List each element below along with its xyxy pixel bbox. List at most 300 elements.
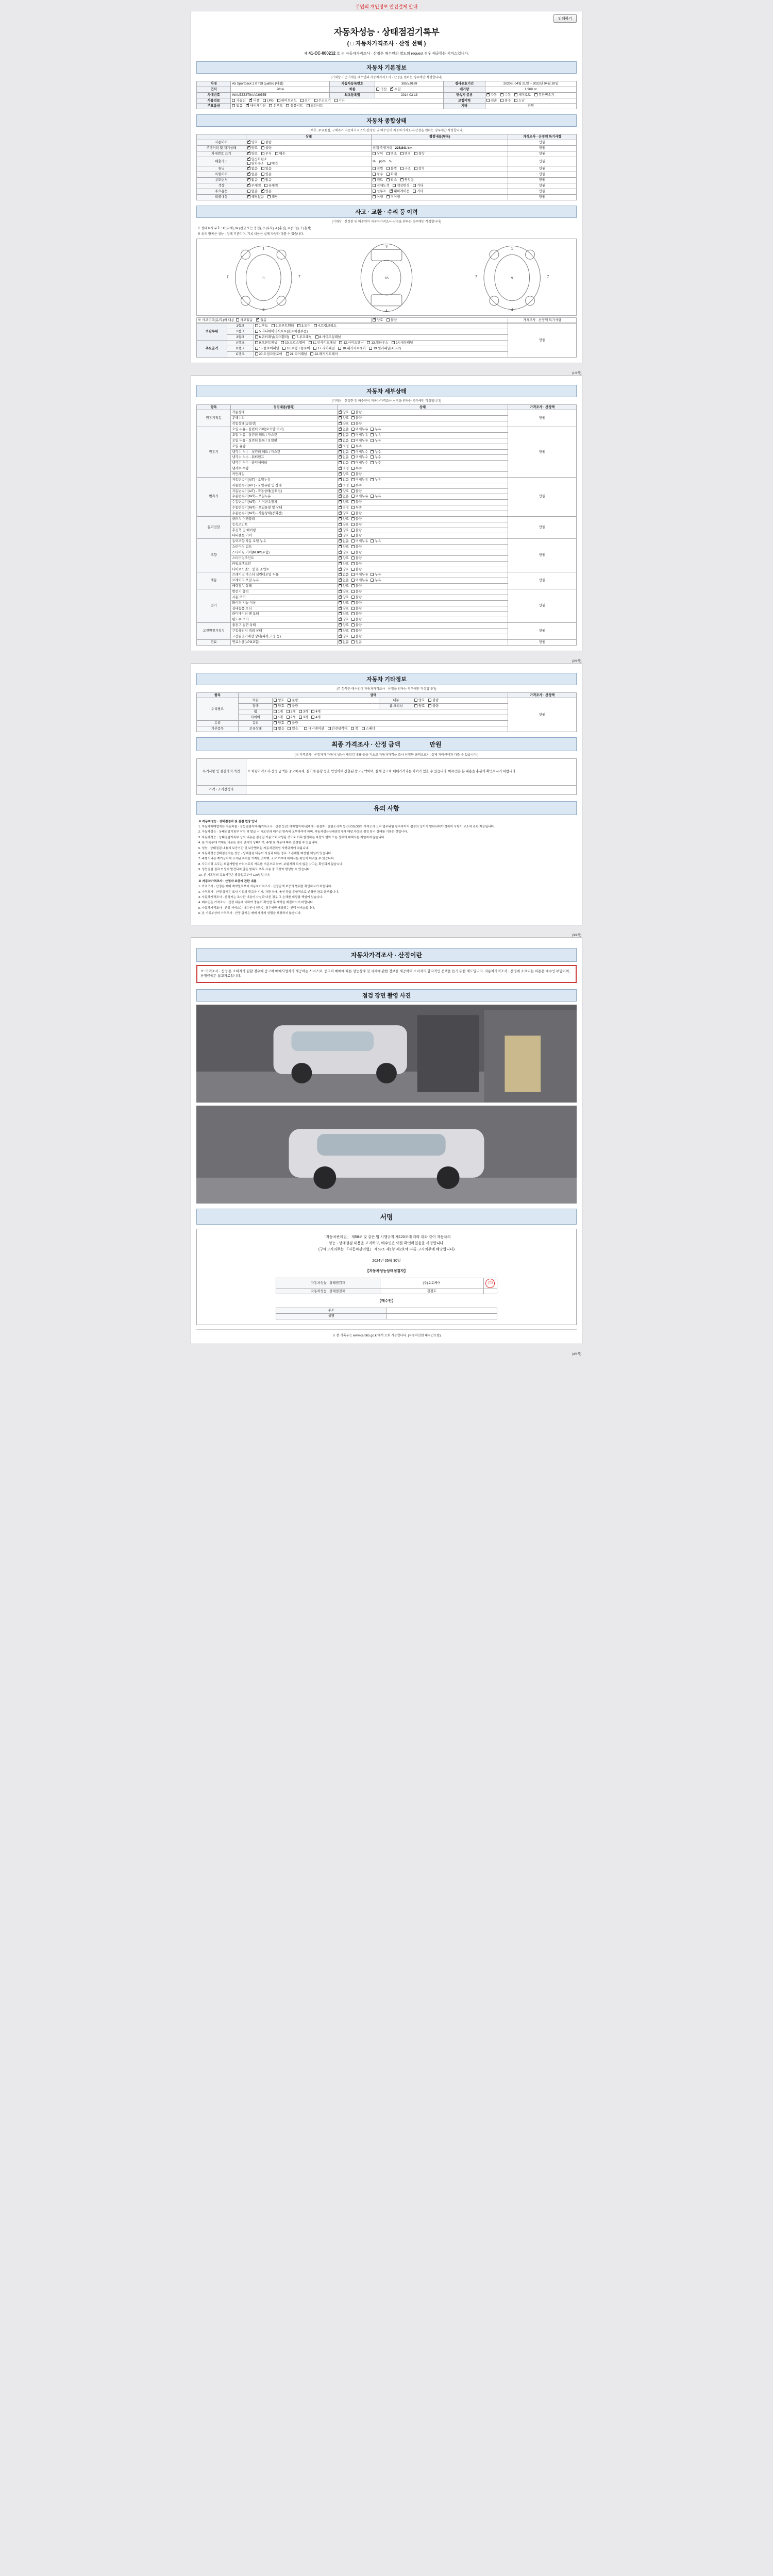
checkbox-basic-yes[interactable] (288, 727, 291, 730)
checkbox-f13-wheelhouse[interactable] (367, 341, 370, 344)
checkbox-0-0-0[interactable] (339, 411, 342, 414)
checkbox-mainopt-sunroof[interactable] (373, 190, 376, 193)
sign-row-label-1: 자동차성능 · 상태점검자 (276, 1289, 380, 1294)
checkbox-5-0-1[interactable] (351, 573, 355, 576)
checkbox-ext-good[interactable] (274, 699, 277, 702)
other-value-polish: 양호 불량 (273, 704, 379, 709)
notice-item-0-6: 7. 주행거리는 계기장치에 표시된 수치를 기재한 것이며, 조작 여부에 대해서는 확인이 어려울 수 있습니다. (198, 857, 335, 861)
rank2-items: 5.라디에이터서포트(볼트체결부품) (254, 329, 508, 335)
checkbox-2-6-0[interactable] (339, 512, 342, 515)
checkbox-2-3-2[interactable] (371, 495, 374, 498)
overall-row-check-6: 렌트 리스 영업용 (372, 178, 508, 183)
value-other: 만원 (485, 104, 577, 109)
sign-row-value-0: (주)오토케어 (380, 1278, 483, 1289)
checkbox-4-1-0[interactable] (339, 545, 342, 548)
checkbox-mileage-good[interactable] (247, 146, 250, 149)
notice-body (196, 815, 577, 920)
checkbox-f17-rearpanel[interactable] (313, 347, 316, 350)
checkbox-fuel-hybrid[interactable] (277, 99, 280, 102)
checkbox-2-2-0[interactable] (339, 489, 342, 493)
checkbox-vin-diff[interactable] (373, 152, 376, 155)
checkbox-1-8-0[interactable] (339, 472, 342, 476)
checkbox-2-0-0[interactable] (339, 478, 342, 481)
checkbox-2-0-2[interactable] (371, 478, 374, 481)
accident-legend-extra: ✔ 양호 불량 (372, 317, 508, 323)
checkbox-fuel-lpg[interactable] (263, 99, 266, 102)
checkbox-5-2-0[interactable] (339, 584, 342, 587)
detail-item-state: ✔ 없음 미세누유 누유 (337, 578, 508, 584)
checkbox-7-2-0[interactable] (339, 635, 342, 638)
checkbox-0-2-0[interactable] (339, 422, 342, 425)
checkbox-p2-frontfender[interactable] (272, 324, 275, 327)
checkbox-6-2-0[interactable] (339, 601, 342, 604)
panel-rank-note: 만원 (508, 324, 577, 357)
checkbox-clean-good[interactable] (414, 704, 417, 707)
value-transmission: ✔ 자동 수동 세미오토 무단변속기 (485, 92, 577, 98)
overall-row-check-4: 적법 불법 구조 장치 (372, 166, 508, 172)
checkbox-legend-bad[interactable] (386, 318, 390, 321)
checkbox-use-none[interactable] (247, 178, 250, 181)
other-label-exterior: 외판 (239, 698, 273, 704)
guide-warning: ※ '가격조사 · 산정'은 소비자가 원할 경우에 중고차 매매사업자가 제공하는 서비스로, 중고차 매매에 따른 성능상태 및 시세에 관한 정보를 제공하여 소비자의 합리적인 선택을 돕기 위한 제도입니다. 자동차가격조사 · 산정에 소요되는 비용은 매수인 부담이며, 산정금액은 참고자료입니다. (196, 965, 577, 984)
checkbox-mainopt-etc[interactable] (413, 190, 416, 193)
checkbox-3-1-0[interactable] (339, 523, 342, 526)
checkbox-2-3-1[interactable] (351, 495, 355, 498)
price-opinion-label: 특기사항 및 점검자의 의견 (197, 758, 246, 785)
checkbox-4-0-1[interactable] (351, 539, 355, 543)
checkbox-2-4-1[interactable] (351, 500, 355, 503)
checkbox-p7-roofpanel[interactable] (292, 335, 295, 338)
detail-group-2: 변속기 (197, 477, 231, 516)
checkbox-clean-bad[interactable] (428, 704, 431, 707)
checkbox-p6-quarterpanel[interactable] (255, 335, 258, 338)
checkbox-1-3-0[interactable] (339, 445, 342, 448)
checkbox-5-0-2[interactable] (371, 573, 374, 576)
detail-item-state: ✔ 없음 미세누유 누유 (337, 432, 508, 438)
privacy-notice-link[interactable]: 주민의 개인정보 안전결제 안내 (355, 4, 418, 9)
checkbox-3-2-1[interactable] (351, 529, 355, 532)
buyer-row-value-1[interactable] (386, 1314, 497, 1319)
checkbox-5-1-2[interactable] (371, 579, 374, 582)
overall-row-check-7: 전체도색 색상변경 기타 (372, 183, 508, 189)
detail-group-note-6: 만원 (508, 589, 577, 622)
checkbox-6-1-0[interactable] (339, 596, 342, 599)
checkbox-trans-manual[interactable] (500, 93, 503, 96)
checkbox-4-1-1[interactable] (351, 545, 355, 548)
checkbox-glass-bad[interactable] (288, 721, 291, 724)
checkbox-3-2-0[interactable] (339, 529, 342, 532)
checkbox-basic-none[interactable] (274, 727, 277, 730)
checkbox-vin-good[interactable] (247, 152, 250, 155)
detail-item-label: 냉각수 수량 (231, 466, 337, 472)
checkbox-1-4-2[interactable] (371, 450, 374, 453)
checkbox-tire-4[interactable] (311, 716, 314, 719)
checkbox-glass-good[interactable] (274, 721, 277, 724)
checkbox-f18-packagetray[interactable] (338, 347, 341, 350)
other-label-cleaning: 룸 크리닝 (379, 704, 413, 709)
checkbox-opt-navi[interactable] (246, 104, 249, 107)
sign-buyer-label: 【매수인】 (377, 1299, 396, 1303)
checkbox-8-0-0[interactable] (339, 640, 342, 643)
checkbox-polish-good[interactable] (274, 704, 277, 707)
checkbox-1-5-2[interactable] (371, 455, 374, 459)
detail-item-state: ✔ 양호 불량 (337, 567, 508, 572)
checkbox-emission-hc[interactable] (247, 162, 250, 165)
checkbox-4-4-1[interactable] (351, 562, 355, 565)
detail-item-state: ✔ 양호 불량 (337, 595, 508, 600)
checkbox-usage-good[interactable] (247, 141, 250, 144)
value-car-type: 국산 ✔ 수입 (375, 87, 444, 92)
checkbox-4-2-1[interactable] (351, 551, 355, 554)
overall-row-note-9: 만원 (508, 194, 577, 200)
detail-item-label: 오일 누유 - 실린더 헤드 / 가스켓 (231, 432, 337, 438)
checkbox-p8-sidesill[interactable] (315, 335, 318, 338)
checkbox-color-repaint[interactable] (373, 184, 376, 187)
checkbox-mainopt-navi[interactable] (390, 190, 393, 193)
checkbox-6-5-1[interactable] (351, 618, 355, 621)
page-mark-1: (1/4쪽) (572, 371, 581, 375)
checkbox-tire-3[interactable] (299, 716, 302, 719)
table-row (197, 427, 577, 433)
checkbox-6-0-1[interactable] (351, 590, 355, 593)
checkbox-trans-semi[interactable] (514, 93, 517, 96)
checkbox-special-yes[interactable] (261, 173, 264, 176)
checkbox-1-7-0[interactable] (339, 467, 342, 470)
detail-group-4: 조향 (197, 539, 231, 572)
checkbox-4-5-1[interactable] (351, 568, 355, 571)
checkbox-color-etc[interactable] (413, 184, 416, 187)
detail-item-label: 추진축 및 베어링 (231, 528, 337, 533)
detail-group-note-8: 만원 (508, 639, 577, 645)
checkbox-accident-no[interactable] (256, 318, 259, 321)
checkbox-1-5-1[interactable] (351, 455, 355, 459)
checkbox-1-8-1[interactable] (351, 472, 355, 476)
checkbox-2-2-1[interactable] (351, 489, 355, 493)
overall-row-state-2: ✔ 양호 부식 훼손 (246, 151, 371, 157)
sign-title: 서명 (196, 1209, 577, 1225)
overall-row-label-4: 튜닝 (197, 166, 246, 172)
checkbox-1-4-0[interactable] (339, 450, 342, 453)
checkbox-recall-na[interactable] (247, 195, 250, 198)
checkbox-ins-flood[interactable] (500, 99, 503, 102)
checkbox-cartype-import[interactable] (390, 88, 393, 91)
checkbox-4-3-1[interactable] (351, 556, 355, 560)
checkbox-8-0-1[interactable] (351, 640, 355, 643)
checkbox-special-none[interactable] (247, 173, 250, 176)
checkbox-opt-none[interactable] (232, 104, 235, 107)
detail-item-label: 자동변속기(A/T) - 작동상태(공회전) (231, 488, 337, 494)
detail-item-state: ✔ 적정 부족 (337, 505, 508, 511)
checkbox-int-bad[interactable] (428, 699, 431, 702)
checkbox-f12-sidemember[interactable] (339, 341, 342, 344)
checkbox-4-2-0[interactable] (339, 551, 342, 554)
checkbox-0-1-0[interactable] (339, 416, 342, 419)
detail-item-label: 배력장치 상태 (231, 584, 337, 589)
checkbox-use-rent[interactable] (373, 178, 376, 181)
other-col-state: 상태 (239, 692, 508, 698)
checkbox-f10-crossmember[interactable] (281, 341, 284, 344)
checkbox-wheel-2[interactable] (287, 710, 290, 713)
detail-item-state: ✔ 양호 불량 (337, 600, 508, 606)
buyer-row-value-0[interactable] (386, 1308, 497, 1314)
notice-item-0-5: 6. 자동차성능상태점검자는 성능 · 상태점검 내용이 사실과 다른 경우 그 손해를 배상할 책임이 있습니다. (198, 852, 332, 855)
checkbox-1-6-2[interactable] (371, 461, 374, 464)
checkbox-recall-yes[interactable] (267, 195, 271, 198)
overall-row-note-0: 만원 (508, 140, 577, 146)
checkbox-1-0-1[interactable] (351, 428, 355, 431)
section-detail-title: 자동차 세부상태 (196, 385, 577, 397)
checkbox-tuning-device[interactable] (414, 167, 417, 170)
checkbox-1-6-1[interactable] (351, 461, 355, 464)
checkbox-0-0-1[interactable] (351, 411, 355, 414)
checkbox-1-1-1[interactable] (351, 433, 355, 436)
checkbox-4-3-0[interactable] (339, 556, 342, 560)
checkbox-p1-hood[interactable] (255, 324, 258, 327)
checkbox-3-1-1[interactable] (351, 523, 355, 526)
checkbox-7-1-0[interactable] (339, 629, 342, 632)
checkbox-1-5-0[interactable] (339, 455, 342, 459)
car-damage-diagram[interactable] (196, 239, 577, 316)
detail-item-state: ✔ 적정 부족 (337, 483, 508, 488)
checkbox-opt-vent[interactable] (286, 104, 289, 107)
checkbox-f14-dashpanel[interactable] (392, 341, 395, 344)
svg-text:7: 7 (547, 275, 549, 279)
checkbox-1-2-2[interactable] (371, 439, 374, 442)
checkbox-1-1-2[interactable] (371, 433, 374, 436)
checkbox-1-7-1[interactable] (351, 467, 355, 470)
checkbox-2-6-1[interactable] (351, 512, 355, 515)
checkbox-7-0-0[interactable] (339, 623, 342, 626)
checkbox-vin-changed[interactable] (400, 152, 404, 155)
checkbox-5-0-0[interactable] (339, 573, 342, 576)
checkbox-2-4-0[interactable] (339, 500, 342, 503)
checkbox-mileage-bad[interactable] (261, 146, 264, 149)
sign-table (276, 1278, 497, 1295)
checkbox-5-1-0[interactable] (339, 579, 342, 582)
other-label-polish: 광택 (239, 704, 273, 709)
overall-row-check-0 (372, 140, 508, 146)
notice-item-1-3: 4. 매수인은 가격조사 · 산정 내용에 대하여 충분히 확인한 후 계약을 체결하시기 바랍니다. (198, 901, 314, 905)
checkbox-3-3-1[interactable] (351, 534, 355, 537)
checkbox-use-lease[interactable] (386, 178, 390, 181)
checkbox-3-0-1[interactable] (351, 517, 355, 520)
checkbox-p4-trunklid[interactable] (314, 324, 317, 327)
print-button[interactable]: 인쇄하기 (553, 14, 577, 23)
other-note-value: 만원 (508, 698, 577, 732)
checkbox-6-2-1[interactable] (351, 601, 355, 604)
accident-legend-table (196, 317, 577, 324)
checkbox-fuel-diesel[interactable] (249, 99, 252, 102)
checkbox-1-1-0[interactable] (339, 433, 342, 436)
overall-row-state-0: ✔ 양호 불량 (246, 140, 371, 146)
checkbox-f21-rearpanel[interactable] (286, 352, 289, 355)
checkbox-ext-bad[interactable] (288, 699, 291, 702)
label-frame: 주요골격 (197, 341, 227, 358)
inspection-photo-1 (196, 1005, 577, 1103)
checkbox-vin-damage[interactable] (275, 152, 278, 155)
checkbox-f16-trunkfloor[interactable] (282, 347, 285, 350)
checkbox-5-2-1[interactable] (351, 584, 355, 587)
checkbox-wheel-3[interactable] (299, 710, 302, 713)
checkbox-1-4-1[interactable] (351, 450, 355, 453)
checkbox-1-6-0[interactable] (339, 461, 342, 464)
checkbox-4-4-0[interactable] (339, 562, 342, 565)
checkbox-3-0-0[interactable] (339, 517, 342, 520)
checkbox-color-change[interactable] (393, 184, 396, 187)
checkbox-use-yes[interactable] (261, 178, 264, 181)
checkbox-int-good[interactable] (414, 699, 417, 702)
section-basic-note: (기재상 기준기재일 매수인의 자동차가격조사 · 산정을 원하는 경우에만 작성합니다) (330, 76, 443, 79)
checkbox-f11-insidepanel[interactable] (309, 341, 312, 344)
page-2 (191, 375, 582, 651)
checkbox-fuel-gasoline[interactable] (232, 99, 235, 102)
checkbox-tuning-yes[interactable] (261, 167, 264, 170)
detail-item-state: ✔ 양호 불량 (337, 550, 508, 555)
checkbox-vin-corrosion[interactable] (261, 152, 264, 155)
checkbox-emission-smoke[interactable] (267, 162, 271, 165)
checkbox-vin-missing[interactable] (414, 152, 417, 155)
notice-heading-0: ※ 자동차성능 · 상태점검자 및 점검 현장 안내 (198, 820, 258, 823)
checkbox-special-flood[interactable] (373, 173, 376, 176)
checkbox-0-1-1[interactable] (351, 416, 355, 419)
page-1 (191, 11, 582, 363)
checkbox-3-3-0[interactable] (339, 534, 342, 537)
other-value-tire: 1개 2개 3개 4개 (273, 715, 508, 721)
checkbox-cartype-domestic[interactable] (376, 88, 379, 91)
checkbox-color-chromatic[interactable] (264, 184, 267, 187)
checkbox-tire-1[interactable] (274, 716, 277, 719)
checkbox-4-0-0[interactable] (339, 539, 342, 543)
checkbox-f22-packagetray[interactable] (310, 352, 313, 355)
label-year: 연식 (197, 87, 231, 92)
checkbox-polish-bad[interactable] (288, 704, 291, 707)
checkbox-1-2-0[interactable] (339, 439, 342, 442)
detail-col-note: 가격조사 · 산정액 (508, 404, 577, 410)
detail-item-state: ✔ 양호 불량 (337, 623, 508, 629)
other-label-wheel: 휠 (239, 709, 273, 715)
checkbox-2-1-1[interactable] (351, 484, 355, 487)
checkbox-color-achromatic[interactable] (247, 184, 250, 187)
checkbox-6-3-1[interactable] (351, 607, 355, 610)
checkbox-mainopt-yes[interactable] (261, 190, 264, 193)
checkbox-7-0-1[interactable] (351, 623, 355, 626)
checkbox-2-5-1[interactable] (351, 506, 355, 509)
detail-item-label: 자동변속기(A/T) - 오일유량 및 상태 (231, 483, 337, 488)
checkbox-tuning-illegal[interactable] (386, 167, 390, 170)
checkbox-tuning-none[interactable] (247, 167, 250, 170)
overall-col-price: 가격조사 · 산정액 특기사항 (508, 134, 577, 140)
checkbox-vin-forged[interactable] (386, 152, 390, 155)
checkbox-opt-heat[interactable] (307, 104, 310, 107)
checkbox-tuning-structure[interactable] (400, 167, 404, 170)
checkbox-recall-done[interactable] (373, 195, 376, 198)
overall-row-state-9: ✔ 해당없음 해당 (246, 194, 371, 200)
checkbox-usage-bad[interactable] (261, 141, 264, 144)
checkbox-ins-theft[interactable] (514, 99, 517, 102)
detail-item-state: ✔ 없음 미세누유 누유 (337, 477, 508, 483)
checkbox-f15-floorpanel[interactable] (255, 347, 258, 350)
detail-item-state: ✔ 없음 미세누수 누수 (337, 461, 508, 466)
checkbox-tire-2[interactable] (287, 716, 290, 719)
checkbox-basic-jack[interactable] (351, 727, 354, 730)
checkbox-accident-yes[interactable] (236, 318, 239, 321)
checkbox-wheel-4[interactable] (311, 710, 314, 713)
checkbox-emission-co[interactable] (247, 158, 250, 161)
checkbox-ins-total[interactable] (486, 99, 490, 102)
checkbox-6-4-1[interactable] (351, 612, 355, 615)
checkbox-2-0-1[interactable] (351, 478, 355, 481)
checkbox-basic-spanner[interactable] (362, 727, 365, 730)
checkbox-2-1-0[interactable] (339, 484, 342, 487)
checkbox-5-1-1[interactable] (351, 579, 355, 582)
detail-item-label: 발전기 출력 (231, 589, 337, 595)
checkbox-2-3-0[interactable] (339, 495, 342, 498)
checkbox-f9-frontpanel[interactable] (255, 341, 258, 344)
other-value-glass: 양호 불량 (273, 720, 508, 726)
checkbox-p3-door[interactable] (297, 324, 300, 327)
checkbox-legend-good[interactable] (373, 318, 376, 321)
overall-col-blank (197, 134, 246, 140)
checkbox-recall-notdone[interactable] (386, 195, 390, 198)
checkbox-6-5-0[interactable] (339, 618, 342, 621)
svg-text:1: 1 (262, 246, 265, 250)
checkbox-1-0-2[interactable] (371, 428, 374, 431)
value-class: 2020년 04월 21일 ~ 2022년 04월 20일 (485, 81, 577, 87)
checkbox-0-2-1[interactable] (351, 422, 355, 425)
checkbox-fuel-ev[interactable] (300, 99, 304, 102)
checkbox-1-0-0[interactable] (339, 428, 342, 431)
checkbox-special-fire[interactable] (386, 173, 390, 176)
detail-item-state: ✔ 양호 불량 (337, 516, 508, 522)
checkbox-1-3-1[interactable] (351, 445, 355, 448)
checkbox-6-3-0[interactable] (339, 607, 342, 610)
checkbox-4-0-2[interactable] (371, 539, 374, 543)
notice-item-0-7: 8. 사고이력 유무는 보험개발원 카히스토리 자료를 기준으로 하며, 보험처리 되지 않은 사고는 확인되지 않습니다. (198, 862, 343, 866)
checkbox-7-2-1[interactable] (351, 635, 355, 638)
checkbox-tuning-legal[interactable] (373, 167, 376, 170)
checkbox-use-business[interactable] (400, 178, 404, 181)
photo-2-svg (196, 1106, 577, 1204)
overall-row-label-1: 주행거리 및 계기상태 (197, 146, 246, 151)
section-accident-title: 사고 · 교환 · 수리 등 이력 (196, 206, 577, 218)
checkbox-6-1-1[interactable] (351, 596, 355, 599)
detail-item-label: 구동축전지 격리 상태 (231, 629, 337, 634)
checkbox-7-1-1[interactable] (351, 629, 355, 632)
checkbox-6-4-0[interactable] (339, 612, 342, 615)
checkbox-6-0-0[interactable] (339, 590, 342, 593)
checkbox-2-5-0[interactable] (339, 506, 342, 509)
checkbox-f20-trunkfloor[interactable] (255, 352, 258, 355)
checkbox-4-5-0[interactable] (339, 568, 342, 571)
checkbox-trans-auto[interactable] (486, 93, 490, 96)
checkbox-basic-navi[interactable] (304, 727, 307, 730)
checkbox-p5-radiator-support[interactable] (255, 330, 258, 333)
other-label-glass: 유리 (239, 720, 273, 726)
checkbox-wheel-1[interactable] (274, 710, 277, 713)
detail-group-3: 동력전달 (197, 516, 231, 538)
checkbox-fuel-hydrogen[interactable] (314, 99, 317, 102)
checkbox-f19-pillarpanel[interactable] (369, 347, 372, 350)
checkbox-mainopt-none[interactable] (247, 190, 250, 193)
checkbox-fuel-etc[interactable] (334, 99, 338, 102)
checkbox-1-2-1[interactable] (351, 439, 355, 442)
detail-item-label: 오일 유량 (231, 444, 337, 449)
detail-item-state: ✔ 양호 불량 (337, 612, 508, 617)
checkbox-basic-triangle[interactable] (328, 727, 331, 730)
checkbox-opt-sunroof[interactable] (269, 104, 272, 107)
notice-item-0-4: 5. 성능 · 상태점검 내용의 보증기간 및 보증범위는 자동차관리법 시행규칙에 따릅니다. (198, 846, 309, 850)
checkbox-trans-cvt[interactable] (534, 93, 537, 96)
